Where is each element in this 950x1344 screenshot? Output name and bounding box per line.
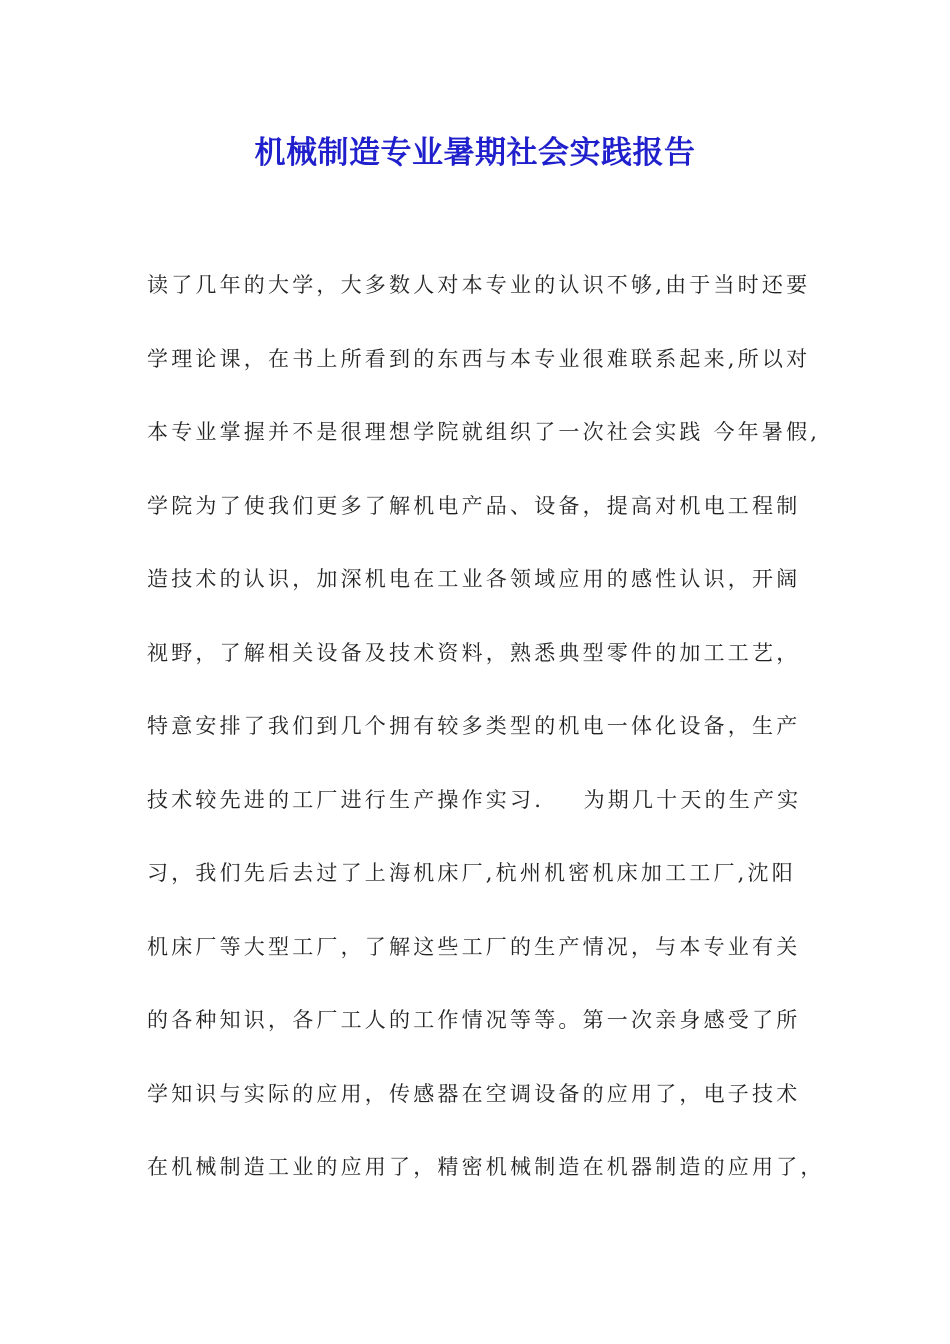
paragraph-line: 视野，了解相关设备及技术资料，熟悉典型零件的加工工艺， [147,640,801,665]
document-title: 机械制造专业暑期社会实践报告 [254,135,696,171]
paragraph-line: 学院为了使我们更多了解机电产品、设备，提高对机电工程制 [147,493,801,518]
paragraph-line: 机床厂等大型工厂，了解这些工厂的生产情况，与本专业有关 [147,934,801,959]
paragraph-line: 本专业掌握并不是很理想学院就组织了一次社会实践 今年暑假, [147,420,821,444]
paragraph-line: 的各种知识，各厂工人的工作情况等等。第一次亲身感受了所 [147,1008,801,1032]
paragraph-line: 习，我们先后去过了上海机床厂,杭州机密机床加工工厂,沈阳 [147,861,796,885]
paragraph-line: 读了几年的大学，大多数人对本专业的认识不够,由于当时还要 [147,273,811,297]
paragraph-line: 在机械制造工业的应用了，精密机械制造在机器制造的应用了， [147,1155,825,1179]
paragraph-line: 学知识与实际的应用，传感器在空调设备的应用了，电子技术 [147,1081,801,1106]
paragraph-line: 造技术的认识，加深机电在工业各领域应用的感性认识，开阔 [147,567,801,591]
paragraph-line: 特意安排了我们到几个拥有较多类型的机电一体化设备，生产 [147,714,801,738]
paragraph-line: 学理论课，在书上所看到的东西与本专业很难联系起来,所以对 [147,346,811,371]
paragraph-line: 技术较先进的工厂进行生产操作实习. 为期几十天的生产实 [147,787,802,812]
document-body [147,263,825,1219]
